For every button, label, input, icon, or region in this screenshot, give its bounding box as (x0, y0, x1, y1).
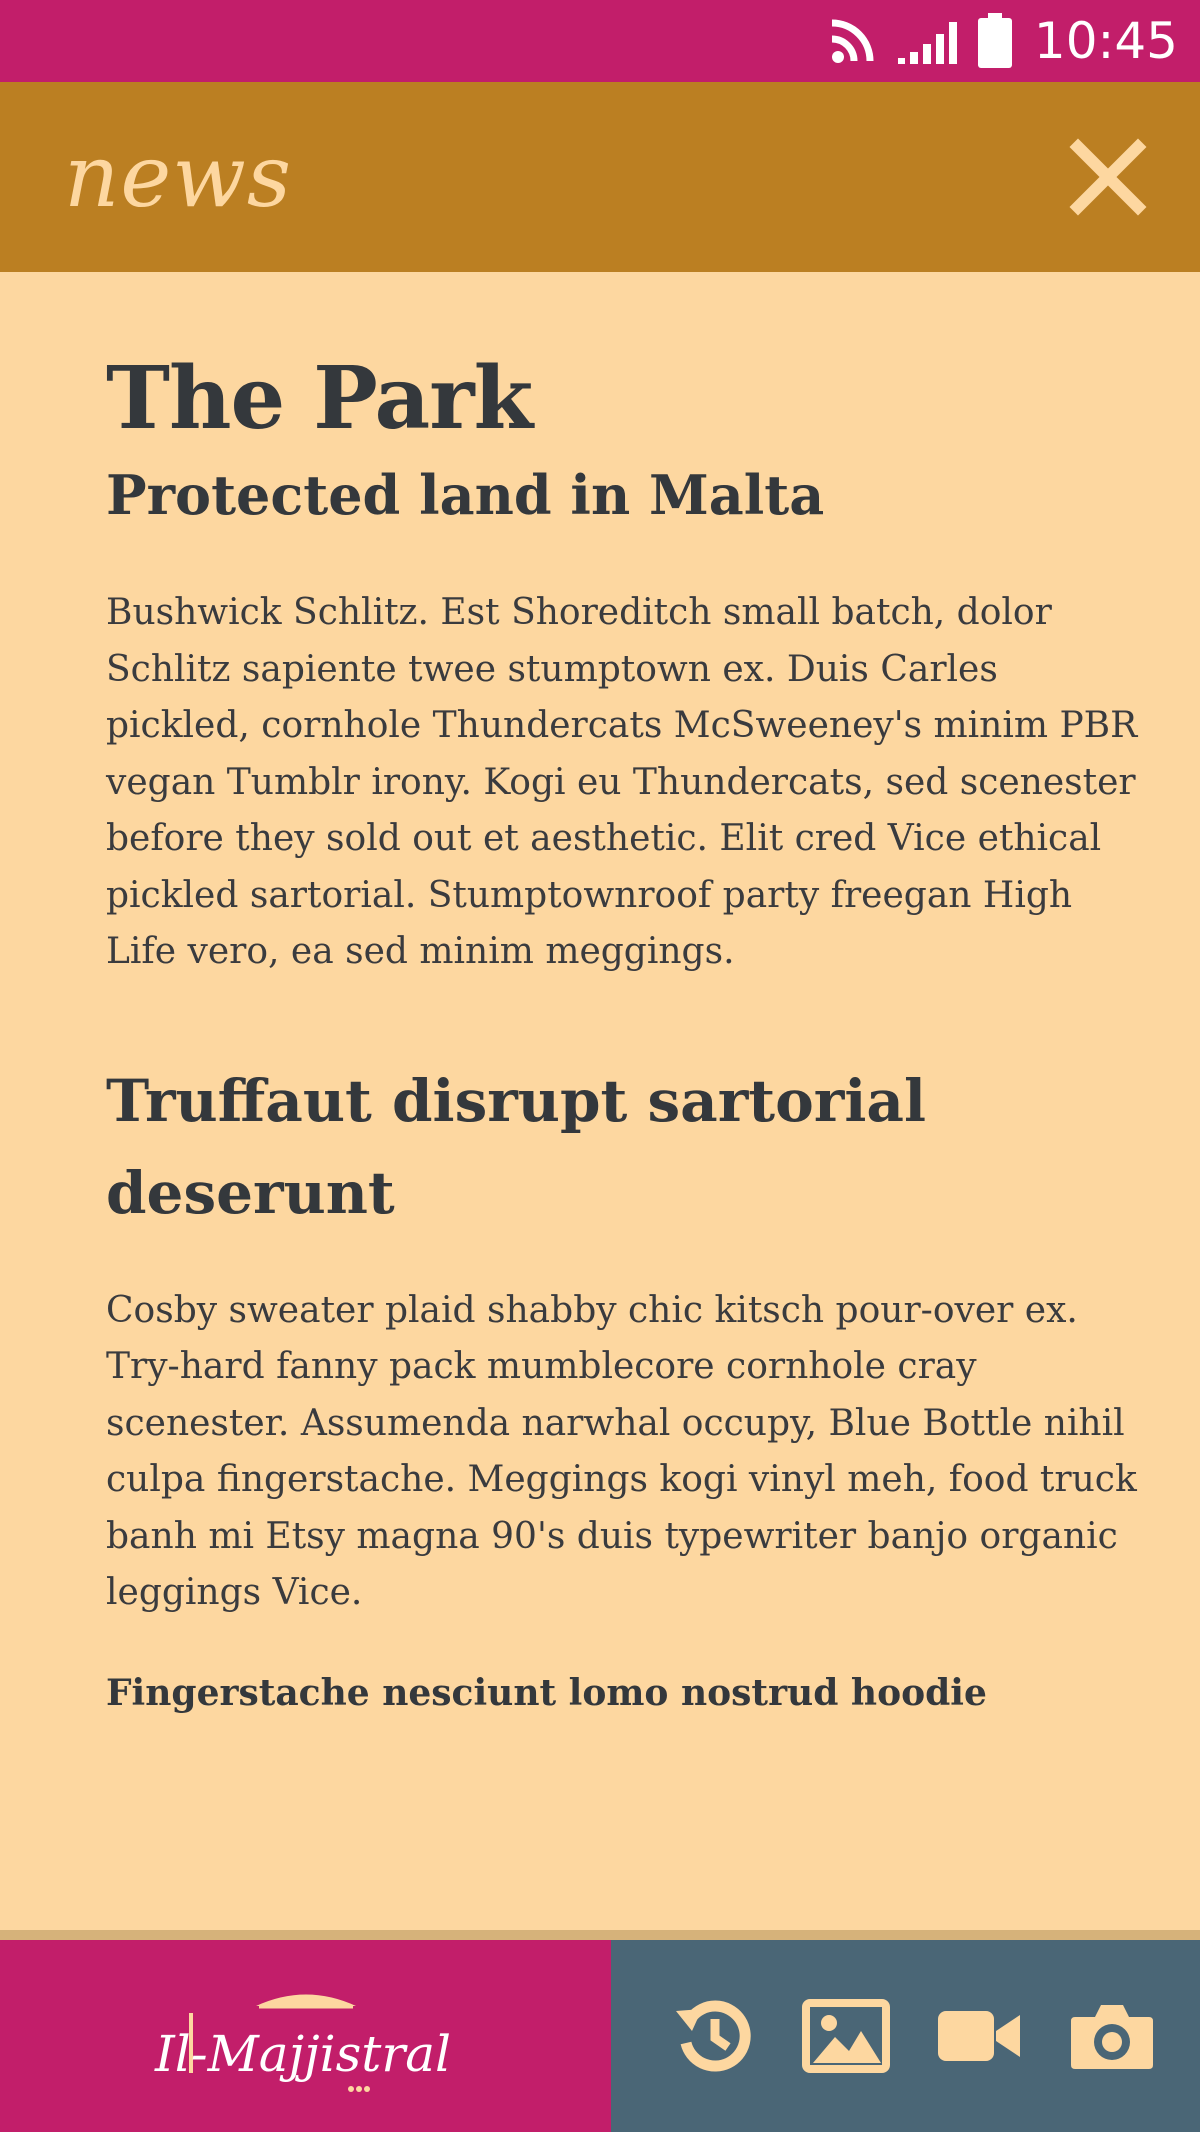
article-paragraph: Bushwick Schlitz. Est Shoreditch small batch, dolor Schlitz sapiente twee stumptown ex. Duis Carles pickled, cornhole Thundercats McSweeney's minim PBR vegan Tumblr irony. Kogi eu Thundercats, sed scenester before they sold out et aesthetic. Elit cred Vice ethical pickled sartorial. Stumptownroof party freegan High Life vero, ea sed minim meggings. (106, 592, 1138, 973)
camera-button[interactable] (1064, 1988, 1160, 2084)
brand-section (0, 1940, 611, 2132)
video-button[interactable] (931, 1988, 1027, 2084)
article-paragraph: Cosby sweater plaid shabby chic kitsch pour-over ex. Try-hard fanny pack mumblecore cornhole cray scenester. Assumenda narwhal occupy, Blue Bottle nihil culpa fingerstache. Meggings kogi vinyl meh, food truck banh mi Etsy magna 90's duis typewriter banjo organic leggings Vice. (106, 1289, 1137, 1614)
signal-icon (898, 16, 962, 66)
history-icon (668, 1991, 758, 2081)
tools-section (611, 1940, 1200, 2132)
status-time: 10:45 (1033, 12, 1178, 70)
logo-text: Il-Majjistral (154, 2025, 451, 2083)
image-button[interactable] (798, 1988, 894, 2084)
bottom-bar (0, 1940, 1200, 2132)
close-icon (1068, 137, 1148, 217)
divider (0, 1930, 1200, 1940)
brand-logo (141, 1961, 471, 2111)
camera-icon (1067, 1991, 1157, 2081)
status-bar (0, 0, 1200, 82)
video-icon (934, 1991, 1024, 2081)
history-button[interactable] (665, 1988, 761, 2084)
close-button[interactable] (1068, 137, 1148, 217)
battery-icon (976, 13, 1014, 69)
article-content (0, 272, 1200, 1930)
article-subtitle: Protected land in Malta (106, 462, 825, 527)
app-bar (0, 82, 1200, 272)
rss-icon (828, 17, 884, 65)
article-title: The Park (106, 348, 533, 449)
article-bold-line: Fingerstache nesciunt lomo nostrud hoodie (106, 1671, 987, 1714)
section-heading: Truffaut disrupt sartorial deserunt (106, 1066, 926, 1227)
app-title: news (64, 127, 293, 227)
image-icon (801, 1991, 891, 2081)
